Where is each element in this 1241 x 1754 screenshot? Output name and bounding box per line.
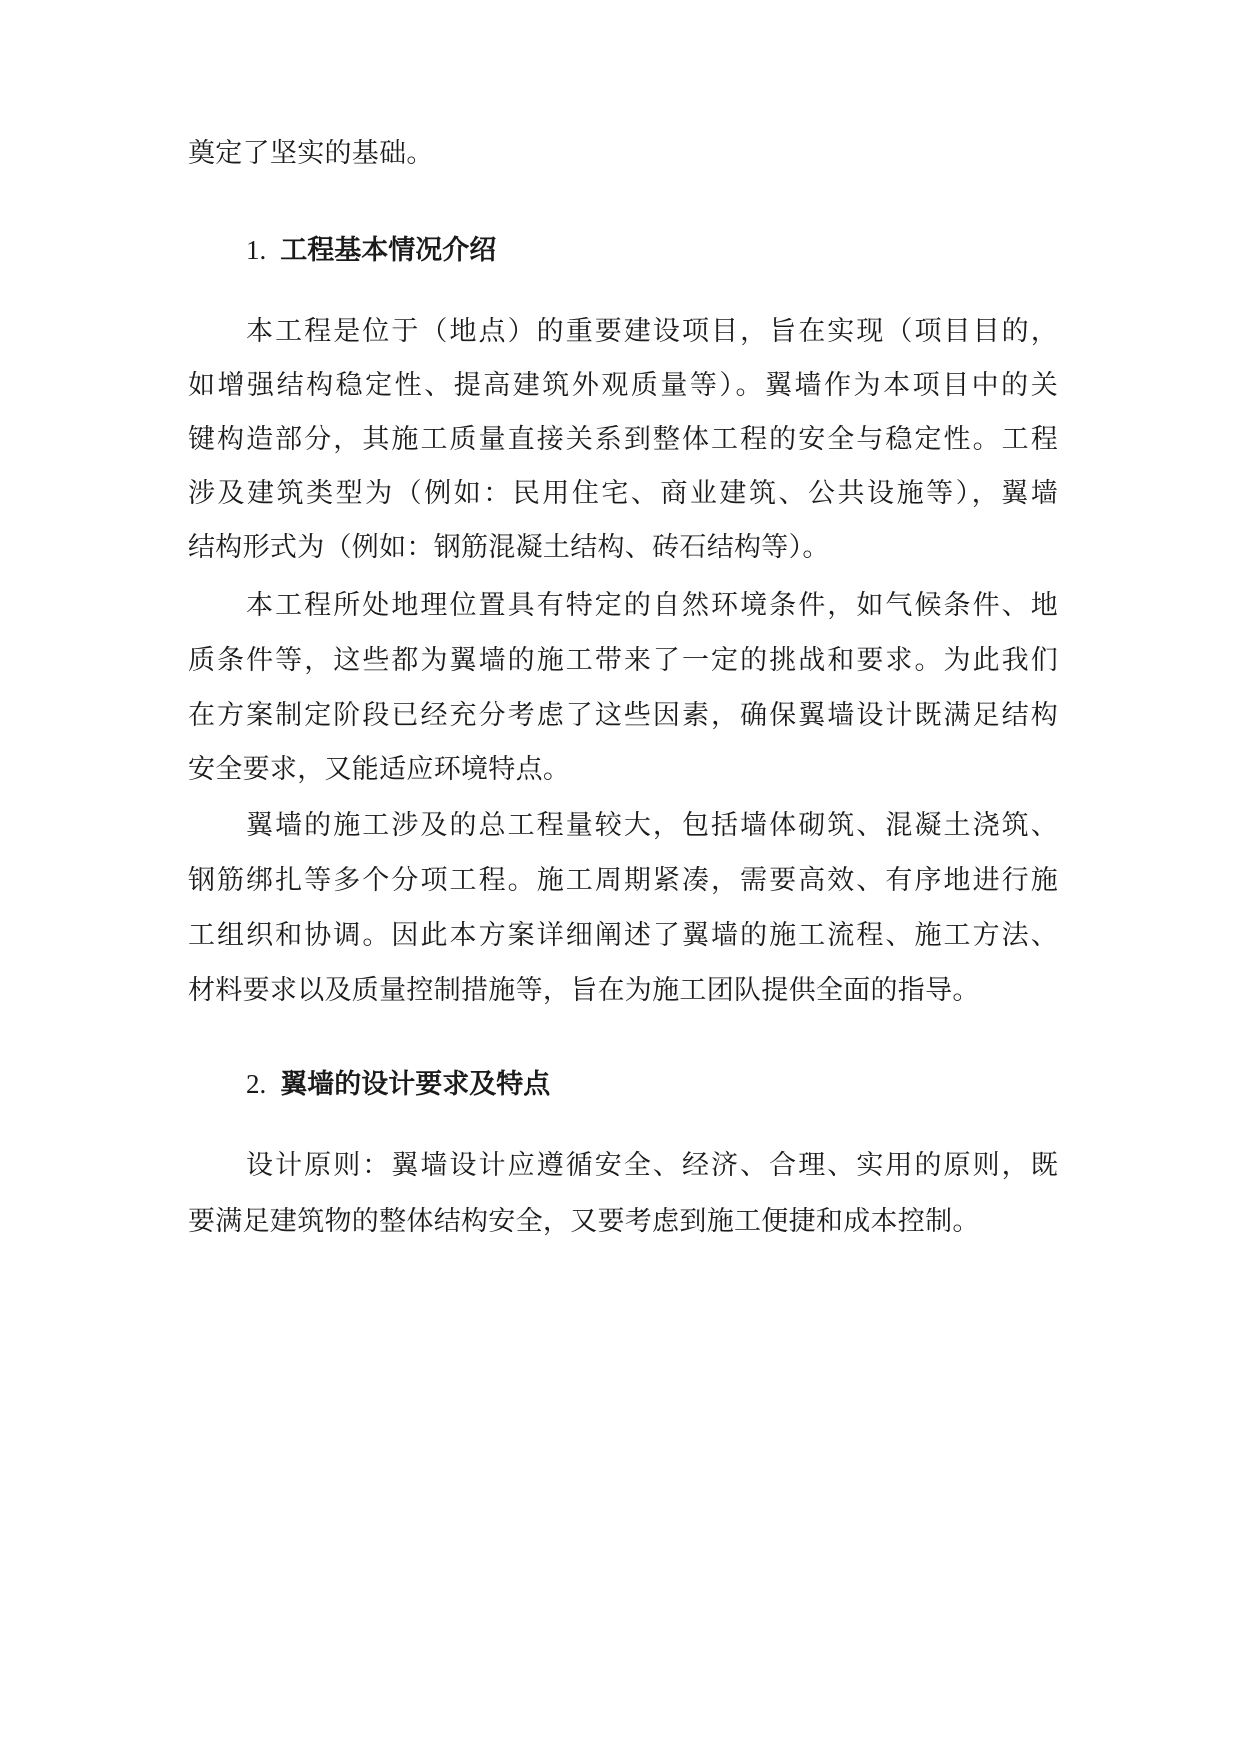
paragraph-line: 材料要求以及质量控制措施等，旨在为施工团队提供全面的指导。: [188, 975, 980, 1006]
section-2-heading: [246, 1066, 550, 1103]
paragraph-line: 本工程是位于（地点）的重要建设项目，旨在实现（项目目的，: [246, 316, 1058, 347]
paragraph-line: 翼墙的施工涉及的总工程量较大，包括墙体砌筑、混凝土浇筑、: [246, 810, 1058, 841]
paragraph-line: 设计原则：翼墙设计应遵循安全、经济、合理、实用的原则，既: [246, 1150, 1058, 1181]
paragraph-line: 钢筋绑扎等多个分项工程。施工周期紧凑，需要高效、有序地进行施: [188, 865, 1058, 896]
paragraph-line: 在方案制定阶段已经充分考虑了这些因素，确保翼墙设计既满足结构: [188, 700, 1058, 731]
paragraph-line: 键构造部分，其施工质量直接关系到整体工程的安全与稳定性。工程: [188, 424, 1058, 455]
paragraph-line: 结构形式为（例如：钢筋混凝土结构、砖石结构等）。: [188, 532, 830, 563]
paragraph-line: 要满足建筑物的整体结构安全，又要考虑到施工便捷和成本控制。: [188, 1206, 980, 1237]
continuation-text: 奠定了坚实的基础。: [188, 138, 434, 169]
section-1-number: 1.: [246, 235, 267, 265]
paragraph-line: 涉及建筑类型为（例如：民用住宅、商业建筑、公共设施等），翼墙: [188, 478, 1058, 509]
paragraph-line: 安全要求，又能适应环境特点。: [188, 754, 571, 785]
section-2-number: 2.: [246, 1069, 267, 1099]
paragraph-line: 本工程所处地理位置具有特定的自然环境条件，如气候条件、地: [246, 590, 1058, 621]
section-1-heading: [246, 232, 496, 269]
paragraph-line: 质条件等，这些都为翼墙的施工带来了一定的挑战和要求。为此我们: [188, 645, 1058, 676]
paragraph-line: 如增强结构稳定性、提高建筑外观质量等）。翼墙作为本项目中的关: [188, 370, 1058, 401]
paragraph-line: 工组织和协调。因此本方案详细阐述了翼墙的施工流程、施工方法、: [188, 920, 1058, 951]
section-1-title: 工程基本情况介绍: [280, 235, 497, 266]
section-2-title: 翼墙的设计要求及特点: [280, 1069, 551, 1100]
